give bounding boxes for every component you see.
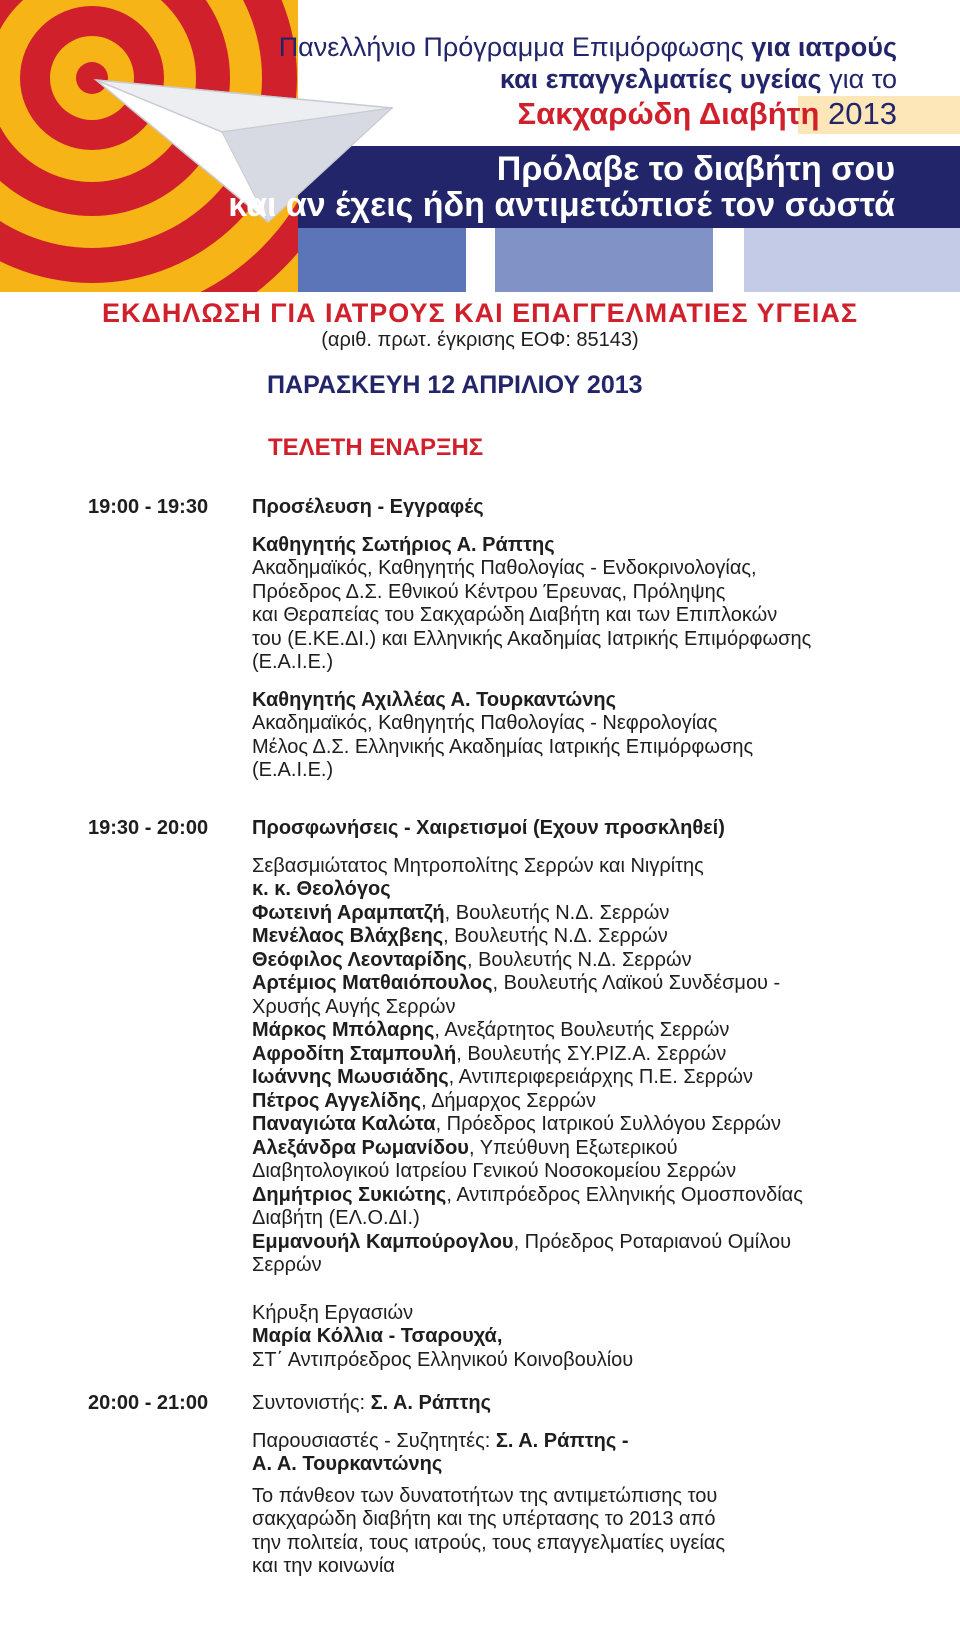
speaker-bio-line: Ακαδημαϊκός, Καθηγητής Παθολογίας - Νεφρολογίας xyxy=(252,712,718,734)
speaker-bio-line: Πρόεδρος Δ.Σ. Εθνικού Κέντρου Έρευνας, Πρόληψης xyxy=(252,580,726,603)
program-title-line2: και επαγγελματίες υγείας για το xyxy=(499,64,897,94)
event-date: ΠΑΡΑΣΚΕΥΗ 12 ΑΠΡΙΛΙΟΥ 2013 xyxy=(267,371,643,399)
guest-role: Διαβήτη (ΕΛ.Ο.ΔΙ.) xyxy=(252,1207,420,1229)
time-slot: 19:30 - 20:00 xyxy=(88,817,209,839)
time-slot: 20:00 - 21:00 xyxy=(88,1392,209,1414)
guest-row xyxy=(252,1207,902,1231)
presenter-name: Α. Α. Τουρκαντώνης xyxy=(252,1453,443,1475)
program-title-line1: Πανελλήνιο Πρόγραμμα Επιμόρφωσης για ιατρούς xyxy=(278,32,897,62)
event-title: ΕΚΔΗΛΩΣΗ ΓΙΑ ΙΑΤΡΟΥΣ ΚΑΙ ΕΠΑΓΓΕΛΜΑΤΙΕΣ ΥΓΕΙΑΣ xyxy=(101,298,859,328)
guest-role: , Υπεύθυνη Εξωτερικού xyxy=(468,1136,678,1159)
guest-role: , Αντιπεριφερειάρχης Π.Ε. Σερρών xyxy=(448,1066,753,1088)
opening-speaker-name: Μαρία Κόλλια - Τσαρουχά, xyxy=(252,1325,503,1347)
guest-row xyxy=(252,972,902,996)
time-slot: 19:00 - 19:30 xyxy=(88,496,209,518)
session-3 xyxy=(252,1392,902,1579)
speaker-bio-line: (Ε.Α.Ι.Ε.) xyxy=(252,651,334,673)
guest-name: Φωτεινή Αραμπατζή xyxy=(252,901,445,924)
guest-role: , Ανεξάρτητος Βουλευτής Σερρών xyxy=(434,1019,730,1041)
opening-label: Κήρυξη Εργασιών xyxy=(252,1301,414,1324)
session-title: Προσφωνήσεις - Χαιρετισμοί (Εχουν προσκληθεί) xyxy=(252,817,725,839)
guest-name: Αφροδίτη Σταμπουλή xyxy=(252,1042,457,1065)
guest-row xyxy=(252,1090,902,1114)
speaker-bio-line: Μέλος Δ.Σ. Ελληνικής Ακαδημίας Ιατρικής Επιμόρφωσης xyxy=(252,735,754,758)
guest-row xyxy=(252,902,902,926)
metropolitan-name: κ. κ. Θεολόγος xyxy=(252,878,391,900)
section-heading: ΤΕΛΕΤΗ ΕΝΑΡΞΗΣ xyxy=(268,434,484,461)
guest-row xyxy=(252,1254,902,1278)
guest-row xyxy=(252,1137,902,1161)
guest-name: Εμμανουήλ Καμπούρογλου xyxy=(252,1230,514,1253)
guest-name: Πέτρος Αγγελίδης xyxy=(252,1089,422,1112)
guest-name: Θεόφιλος Λεονταρίδης xyxy=(252,948,467,971)
guest-role: , Πρόεδρος Ιατρικού Συλλόγου Σερρών xyxy=(435,1113,781,1135)
metropolitan-line: Σεβασμιώτατος Μητροπολίτης Σερρών και Νιγρίτης xyxy=(252,854,704,877)
speaker-bio-line: του (Ε.ΚΕ.ΔΙ.) και Ελληνικής Ακαδημίας Ιατρικής Επιμόρφωσης xyxy=(252,627,812,650)
guest-name: Αλεξάνδρα Ρωμανίδου xyxy=(252,1136,469,1159)
coordinator-line: Συντονιστής: Σ. Α. Ράπτης xyxy=(252,1392,492,1414)
guest-role: Χρυσής Αυγής Σερρών xyxy=(252,995,456,1018)
guest-row xyxy=(252,1231,902,1255)
speaker-name: Καθηγητής Σωτήριος Α. Ράπτης xyxy=(252,533,555,556)
presenters-line: Παρουσιαστές - Συζητητές: Σ. Α. Ράπτης - xyxy=(252,1429,629,1452)
program-title-line3: Σακχαρώδη Διαβήτη 2013 xyxy=(517,96,897,131)
guest-row xyxy=(252,1019,902,1043)
topic-line: την πολιτεία, τους ιατρούς, τους επαγγελματίες υγείας xyxy=(252,1531,726,1554)
approval-number: (αριθ. πρωτ. έγκρισης ΕΟΦ: 85143) xyxy=(321,329,639,351)
guest-role: , Δήμαρχος Σερρών xyxy=(421,1089,596,1112)
guest-row xyxy=(252,1160,902,1184)
guest-role: , Βουλευτής Ν.Δ. Σερρών xyxy=(466,948,692,971)
slogan-line2: και αν έχεις ήδη αντιμετώπισέ τον σωστά xyxy=(228,186,895,224)
speaker-bio-line: (Ε.Α.Ι.Ε.) xyxy=(252,759,334,781)
session-title: Προσέλευση - Εγγραφές xyxy=(252,496,484,518)
guest-name: Δημήτριος Συκιώτης xyxy=(252,1183,447,1206)
speaker-bio-line: Ακαδημαϊκός, Καθηγητής Παθολογίας - Ενδοκρινολογίας, xyxy=(252,557,757,579)
guest-row xyxy=(252,1113,902,1137)
header-banner xyxy=(0,0,960,292)
guest-role: , Βουλευτής Λαϊκού Συνδέσμου - xyxy=(492,972,781,994)
blue-block xyxy=(744,228,960,292)
speaker-bio-line: και Θεραπείας του Σακχαρώδη Διαβήτη και των Επιπλοκών xyxy=(252,604,778,626)
guest-name: Μάρκος Μπόλαρης xyxy=(252,1019,435,1041)
guest-list xyxy=(252,902,902,1278)
guest-name: Μενέλαος Βλάχβεης xyxy=(252,925,444,947)
guest-row xyxy=(252,1066,902,1090)
guest-name: Ιωάννης Μωυσιάδης xyxy=(252,1066,449,1088)
session-2 xyxy=(252,817,902,1372)
guest-role: , Βουλευτής ΣΥ.ΡΙΖ.Α. Σερρών xyxy=(456,1042,727,1065)
topic-line: Το πάνθεον των δυνατοτήτων της αντιμετώπισης του xyxy=(252,1484,718,1507)
speaker-1 xyxy=(252,534,902,675)
guest-role: , Βουλευτής Ν.Δ. Σερρών xyxy=(444,901,670,924)
topic-line: σακχαρώδη διαβήτη και της υπέρτασης το 2013 από xyxy=(252,1508,716,1530)
slogan-line1: Πρόλαβε το διαβήτη σου xyxy=(496,150,895,188)
session-1 xyxy=(252,496,902,783)
blue-block xyxy=(495,228,713,292)
speaker-2 xyxy=(252,689,902,783)
guest-role: Διαβητολογικού Ιατρείου Γενικού Νοσοκομείου Σερρών xyxy=(252,1160,737,1182)
speaker-name: Καθηγητής Αχιλλέας Α. Τουρκαντώνης xyxy=(252,688,616,711)
guest-name: Παναγιώτα Καλώτα xyxy=(252,1113,436,1135)
guest-role: Σερρών xyxy=(252,1254,322,1276)
guest-row xyxy=(252,996,902,1020)
topic-line: και την κοινωνία xyxy=(252,1555,395,1577)
guest-row xyxy=(252,1043,902,1067)
guest-row xyxy=(252,949,902,973)
guest-row xyxy=(252,1184,902,1208)
guest-role: , Πρόεδρος Ροταριανού Ομίλου xyxy=(513,1230,792,1253)
guest-role: , Βουλευτής Ν.Δ. Σερρών xyxy=(443,925,668,947)
guest-role: , Αντιπρόεδρος Ελληνικής Ομοσπονδίας xyxy=(446,1183,803,1206)
opening-speaker-role: ΣΤ΄ Αντιπρόεδρος Ελληνικού Κοινοβουλίου xyxy=(252,1348,634,1371)
guest-name: Αρτέμιος Ματθαιόπουλος xyxy=(252,972,493,994)
guest-row xyxy=(252,925,902,949)
